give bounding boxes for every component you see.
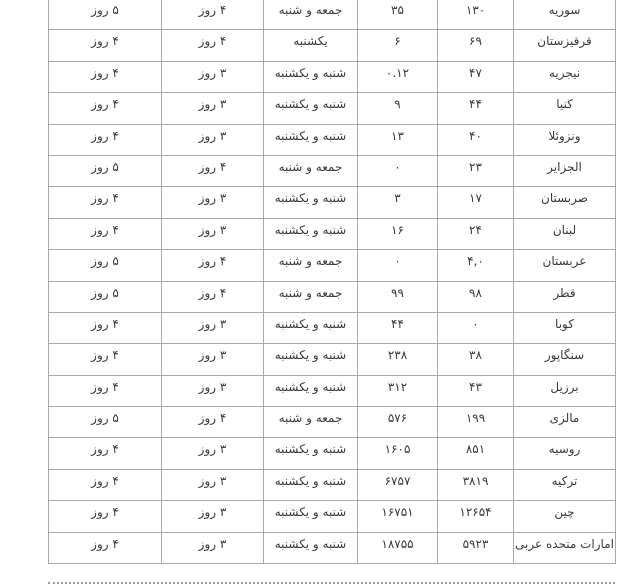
table-row	[49, 93, 616, 124]
workdays-a-cell: ۴ روز	[162, 407, 264, 438]
country-cell: ونزوئلا	[514, 124, 616, 155]
table-row	[49, 61, 616, 92]
value-2-cell: ۰	[358, 155, 438, 186]
workdays-a-cell: ۴ روز	[162, 281, 264, 312]
table-row	[49, 187, 616, 218]
workdays-b-cell: ۴ روز	[49, 375, 162, 406]
workdays-a-cell: ۴ روز	[162, 155, 264, 186]
value-2-cell: ۲۳۸	[358, 344, 438, 375]
value-2-cell: ۹۹	[358, 281, 438, 312]
weekend-days-cell: یکشنبه	[264, 30, 358, 61]
value-1-cell: ۱۳۰	[438, 0, 514, 30]
workdays-b-cell: ۴ روز	[49, 93, 162, 124]
workdays-a-cell: ۴ روز	[162, 250, 264, 281]
workdays-a-cell: ۳ روز	[162, 124, 264, 155]
country-cell: روسیه	[514, 438, 616, 469]
country-cell: امارات متحده عربی	[514, 532, 616, 563]
value-2-cell: ۶	[358, 30, 438, 61]
country-cell: قطر	[514, 281, 616, 312]
table-row	[49, 532, 616, 563]
workdays-a-cell: ۳ روز	[162, 187, 264, 218]
value-2-cell: ۱۸۷۵۵	[358, 532, 438, 563]
workdays-a-cell: ۳ روز	[162, 438, 264, 469]
table-row	[49, 250, 616, 281]
weekend-days-cell: شنبه و یکشنبه	[264, 532, 358, 563]
value-1-cell: ۴۴	[438, 93, 514, 124]
workdays-a-cell: ۴ روز	[162, 30, 264, 61]
workdays-b-cell: ۴ روز	[49, 218, 162, 249]
table-body	[49, 0, 616, 564]
value-1-cell: ۵۹۲۳	[438, 532, 514, 563]
country-cell: برزیل	[514, 375, 616, 406]
country-cell: کوبا	[514, 312, 616, 343]
weekend-days-cell: جمعه و شنبه	[264, 250, 358, 281]
workdays-b-cell: ۴ روز	[49, 438, 162, 469]
caption-fragment	[48, 582, 615, 584]
country-cell: ترکیه	[514, 469, 616, 500]
weekend-days-cell: شنبه و یکشنبه	[264, 312, 358, 343]
table-row	[49, 344, 616, 375]
country-cell: عربستان	[514, 250, 616, 281]
value-1-cell: ۳۸	[438, 344, 514, 375]
weekend-days-cell: شنبه و یکشنبه	[264, 469, 358, 500]
table-row	[49, 438, 616, 469]
workdays-b-cell: ۴ روز	[49, 312, 162, 343]
weekend-days-cell: شنبه و یکشنبه	[264, 375, 358, 406]
value-1-cell: ۸۵۱	[438, 438, 514, 469]
workdays-a-cell: ۳ روز	[162, 532, 264, 563]
table-row	[49, 407, 616, 438]
workdays-b-cell: ۴ روز	[49, 61, 162, 92]
weekend-days-cell: شنبه و یکشنبه	[264, 438, 358, 469]
table-row	[49, 501, 616, 532]
table-row	[49, 218, 616, 249]
value-2-cell: ۶۷۵۷	[358, 469, 438, 500]
cut-off-caption-text	[48, 580, 615, 585]
workdays-b-cell: ۴ روز	[49, 187, 162, 218]
weekend-days-cell: جمعه و شنبه	[264, 407, 358, 438]
workdays-b-cell: ۵ روز	[49, 281, 162, 312]
country-cell: الجزایر	[514, 155, 616, 186]
workdays-b-cell: ۴ روز	[49, 532, 162, 563]
value-1-cell: ۹۸	[438, 281, 514, 312]
weekend-days-cell: شنبه و یکشنبه	[264, 218, 358, 249]
country-cell: سوریه	[514, 0, 616, 30]
value-1-cell: ۴۷	[438, 61, 514, 92]
weekend-days-cell: شنبه و یکشنبه	[264, 61, 358, 92]
value-1-cell: ۲۳	[438, 155, 514, 186]
workdays-a-cell: ۴ روز	[162, 0, 264, 30]
workdays-a-cell: ۳ روز	[162, 469, 264, 500]
value-1-cell: ۱۷	[438, 187, 514, 218]
table-row	[49, 124, 616, 155]
table-row	[49, 0, 616, 30]
value-1-cell: ۴۰	[438, 124, 514, 155]
weekend-days-cell: شنبه و یکشنبه	[264, 93, 358, 124]
table-row	[49, 30, 616, 61]
weekend-days-cell: شنبه و یکشنبه	[264, 344, 358, 375]
value-2-cell: ۱۶۷۵۱	[358, 501, 438, 532]
value-2-cell: ۱۳	[358, 124, 438, 155]
country-cell: نیجریه	[514, 61, 616, 92]
workdays-a-cell: ۳ روز	[162, 501, 264, 532]
workdays-a-cell: ۳ روز	[162, 218, 264, 249]
workdays-b-cell: ۵ روز	[49, 0, 162, 30]
value-1-cell: ۴,۰	[438, 250, 514, 281]
workdays-a-cell: ۳ روز	[162, 93, 264, 124]
value-2-cell: ۹	[358, 93, 438, 124]
value-2-cell: ۳۵	[358, 0, 438, 30]
value-2-cell: ۵۷۶	[358, 407, 438, 438]
weekend-days-cell: شنبه و یکشنبه	[264, 501, 358, 532]
country-cell: قرقیزستان	[514, 30, 616, 61]
workdays-a-cell: ۳ روز	[162, 344, 264, 375]
value-2-cell: ۰	[358, 250, 438, 281]
country-cell: کنیا	[514, 93, 616, 124]
workdays-b-cell: ۵ روز	[49, 155, 162, 186]
table-row	[49, 469, 616, 500]
value-2-cell: ۴۴	[358, 312, 438, 343]
value-1-cell: ۴۳	[438, 375, 514, 406]
value-2-cell: ۰.۱۲	[358, 61, 438, 92]
country-cell: مالزی	[514, 407, 616, 438]
workdays-b-cell: ۵ روز	[49, 407, 162, 438]
table-row	[49, 375, 616, 406]
table-row	[49, 281, 616, 312]
value-2-cell: ۳۱۲	[358, 375, 438, 406]
workdays-b-cell: ۴ روز	[49, 344, 162, 375]
country-cell: صربستان	[514, 187, 616, 218]
value-2-cell: ۱۶۰۵	[358, 438, 438, 469]
value-1-cell: ۱۲۶۵۴	[438, 501, 514, 532]
table-row	[49, 155, 616, 186]
weekend-days-cell: شنبه و یکشنبه	[264, 124, 358, 155]
workdays-a-cell: ۳ روز	[162, 312, 264, 343]
value-1-cell: ۱۹۹	[438, 407, 514, 438]
value-1-cell: ۳۸۱۹	[438, 469, 514, 500]
value-1-cell: ۲۴	[438, 218, 514, 249]
table-row	[49, 312, 616, 343]
value-2-cell: ۱۶	[358, 218, 438, 249]
workdays-b-cell: ۵ روز	[49, 250, 162, 281]
weekend-days-cell: جمعه و شنبه	[264, 155, 358, 186]
value-1-cell: ۰	[438, 312, 514, 343]
workdays-a-cell: ۳ روز	[162, 61, 264, 92]
country-cell: سنگاپور	[514, 344, 616, 375]
value-1-cell: ۶۹	[438, 30, 514, 61]
weekend-days-cell: جمعه و شنبه	[264, 0, 358, 30]
weekend-days-cell: شنبه و یکشنبه	[264, 187, 358, 218]
weekend-days-cell: جمعه و شنبه	[264, 281, 358, 312]
workdays-a-cell: ۳ روز	[162, 375, 264, 406]
workdays-b-cell: ۴ روز	[49, 501, 162, 532]
data-table-container	[48, 0, 615, 564]
country-cell: لبنان	[514, 218, 616, 249]
country-cell: چین	[514, 501, 616, 532]
value-2-cell: ۳	[358, 187, 438, 218]
workdays-b-cell: ۴ روز	[49, 469, 162, 500]
workdays-b-cell: ۴ روز	[49, 30, 162, 61]
workdays-b-cell: ۴ روز	[49, 124, 162, 155]
country-workweek-table	[48, 0, 616, 564]
